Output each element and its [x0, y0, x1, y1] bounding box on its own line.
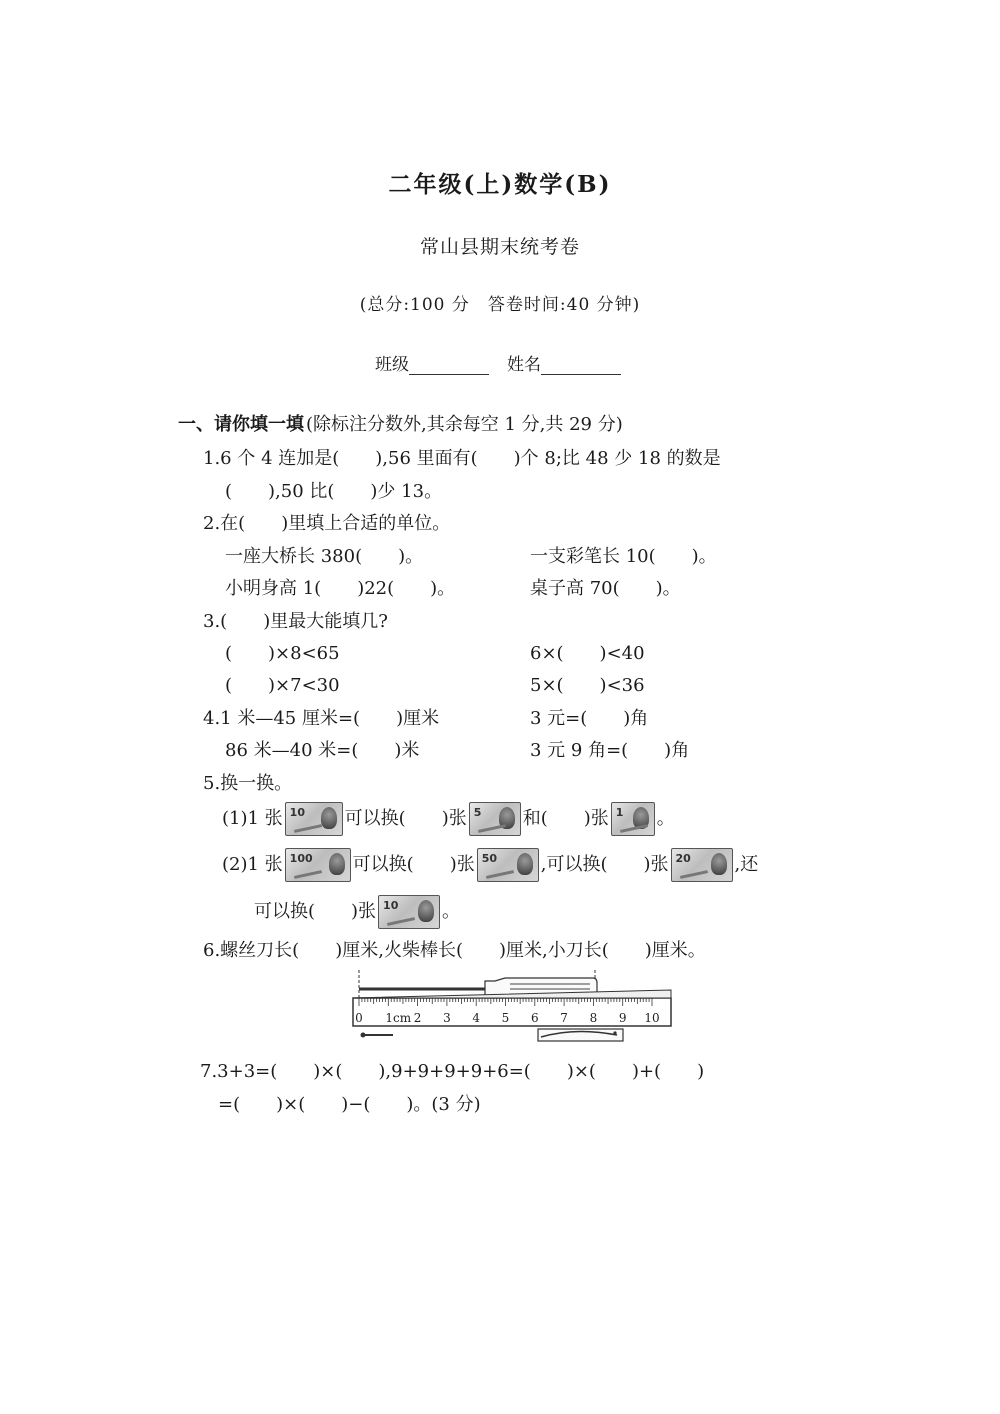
student-fields: [375, 350, 639, 375]
hundred-yuan-bill-icon: 100: [285, 848, 351, 882]
q4-a: 4.1 米—45 厘米=( )厘米: [203, 708, 440, 729]
fifty-yuan-bill-icon: 50: [477, 848, 539, 882]
section-title: 请你填一填: [214, 414, 304, 435]
q5-p1-a: (1)1 张: [222, 808, 283, 829]
q7-line1: 7.3+3=( )×( ),9+9+9+9+6=( )×( )+( ): [200, 1061, 705, 1082]
q2-line1: 2.在( )里填上合适的单位。: [203, 513, 451, 534]
q2-d: 桌子高 70( )。: [530, 578, 681, 599]
exam-subtitle: 常山县期末统考卷: [419, 236, 580, 258]
ruler-label: 3: [443, 1011, 451, 1025]
ruler-label: 8: [589, 1011, 598, 1025]
q3-line1: 3.( )里最大能填几?: [203, 611, 388, 632]
ruler-diagram: [345, 965, 680, 1045]
q5-p1-d: 。: [656, 808, 675, 829]
name-label: 姓名: [507, 355, 541, 375]
ruler-label: 4: [472, 1011, 481, 1025]
ruler-label: 9: [618, 1011, 627, 1025]
q3-d: 5×( )<36: [530, 675, 645, 696]
q5-line1: 5.换一换。: [203, 773, 293, 794]
q5-p3-b: 。: [442, 901, 461, 922]
page-title: 二年级(上)数学(B): [388, 171, 612, 198]
q4-c: 86 米—40 米=( )米: [225, 740, 420, 761]
q7-line2: =( )×( )−( )。(3 分): [218, 1094, 481, 1115]
ruler-label: 6: [530, 1011, 539, 1025]
q1-line1: 1.6 个 4 连加是( ),56 里面有( )个 8;比 48 少 18 的数是: [203, 448, 721, 469]
one-yuan-bill-icon: 1: [611, 802, 655, 836]
q4-d: 3 元 9 角=( )角: [530, 740, 690, 761]
q3-a: ( )×8<65: [225, 643, 340, 664]
q2-c: 小明身高 1( )22( )。: [225, 578, 456, 599]
ten-yuan-bill-icon: 10: [378, 895, 440, 929]
q5-p2-d: ,还: [734, 854, 759, 875]
ten-yuan-bill-icon: 10: [285, 802, 343, 836]
ruler-label: 7: [560, 1011, 568, 1025]
five-yuan-bill-icon: 5: [469, 802, 521, 836]
q5-part2: [222, 848, 758, 882]
q3-c: ( )×7<30: [225, 675, 340, 696]
q2-b: 一支彩笔长 10( )。: [530, 546, 717, 567]
q5-p2-a: (2)1 张: [222, 854, 283, 875]
q5-p3-a: 可以换( )张: [254, 901, 377, 922]
q1-line2: ( ),50 比( )少 13。: [225, 481, 443, 502]
section-note: (除标注分数外,其余每空 1 分,共 29 分): [306, 414, 623, 435]
q5-part3: [254, 895, 460, 929]
class-blank[interactable]: [409, 357, 489, 375]
exam-info: (总分:100 分 答卷时间:40 分钟): [359, 295, 641, 315]
twenty-yuan-bill-icon: 20: [671, 848, 733, 882]
q4-b: 3 元=( )角: [530, 708, 649, 729]
ruler-icon: [353, 990, 671, 1026]
ruler-label: 2: [413, 1011, 422, 1025]
matchstick-icon: [361, 1033, 394, 1038]
ruler-figure: [345, 965, 680, 1045]
q6-line1: 6.螺丝刀长( )厘米,火柴棒长( )厘米,小刀长( )厘米。: [203, 940, 706, 961]
q2-a: 一座大桥长 380( )。: [225, 546, 424, 567]
q5-p1-c: 和( )张: [522, 808, 609, 829]
q5-part1: [222, 802, 675, 836]
ruler-label: 10: [644, 1011, 660, 1025]
q5-p2-c: ,可以换( )张: [540, 854, 669, 875]
section-number: 一、: [178, 414, 214, 435]
name-blank[interactable]: [541, 357, 621, 375]
section-heading: [178, 410, 623, 436]
ruler-label: 5: [501, 1011, 510, 1025]
ruler-label: 0: [355, 1011, 363, 1025]
q5-p1-b: 可以换( )张: [344, 808, 467, 829]
q3-b: 6×( )<40: [530, 643, 645, 664]
knife-icon: [538, 1029, 623, 1041]
ruler-label: 1cm: [385, 1011, 412, 1025]
q5-p2-b: 可以换( )张: [352, 854, 475, 875]
class-label: 班级: [375, 355, 409, 375]
